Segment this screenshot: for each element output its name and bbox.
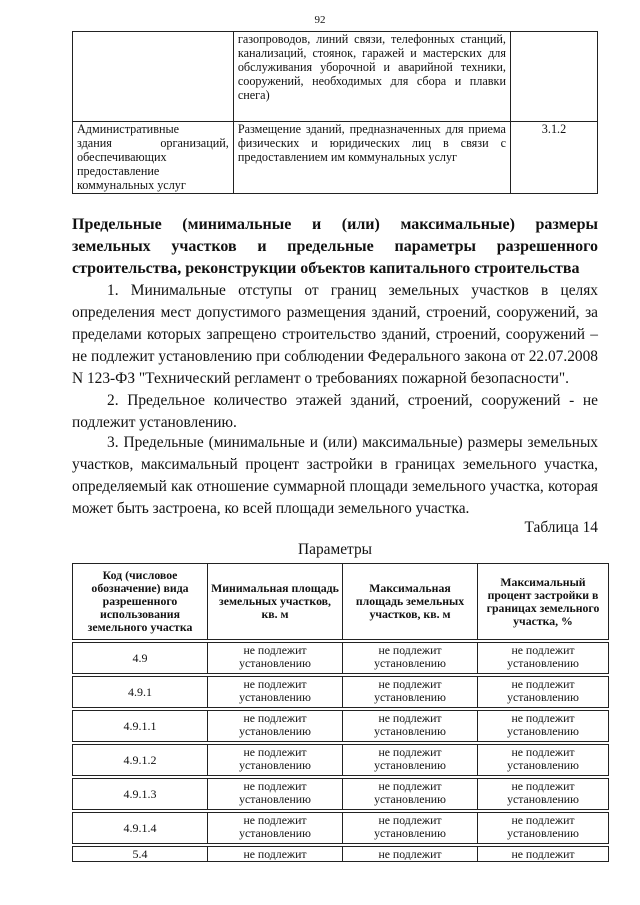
paragraph-line: пределами которых запрещено строительство зданий, строений, сооружений – <box>72 326 598 343</box>
paragraph-line: не подлежит установлению при соблюдении Федерального закона от 22.07.2008 <box>72 348 598 365</box>
cell-text: не подлежит <box>511 848 575 860</box>
table-row <box>73 122 598 194</box>
table-header-row <box>73 564 609 640</box>
paragraph-line: может быть застроена, ко всей площади земельного участка. <box>72 500 470 517</box>
cell-code: 4.9.1.1 <box>73 711 208 742</box>
table-row <box>73 779 609 810</box>
cell-line: здания организаций, <box>77 136 229 150</box>
table-caption: Параметры <box>298 541 372 558</box>
table-row <box>73 847 609 862</box>
cell-min: не подлежит установлению <box>208 745 343 776</box>
cell-code <box>73 847 208 862</box>
header-code: Код (числовое обозначение) вида разрешенного использования земельного участка <box>73 564 208 640</box>
table-cell: газопроводов, линий связи, телефонных станций, канализаций, стоянок, гаражей и мастерских для обслуживания уборочной и аварийной техники, сооружений, необходимых для сбора и плавки снега) <box>233 32 510 122</box>
cell-percent: не подлежит установлению <box>478 813 609 844</box>
cell-code: 4.9.1 <box>73 677 208 708</box>
cell-percent: не подлежит установлению <box>478 711 609 742</box>
paragraph-line: 2. Предельное количество этажей зданий, строений, сооружений - не <box>107 392 598 409</box>
table-cell-code: 3.1.2 <box>510 122 597 194</box>
table-cell <box>510 32 597 122</box>
table-cell <box>73 32 234 122</box>
cell-line: Административные <box>77 122 180 136</box>
paragraph-3 <box>72 432 598 520</box>
cell-line: коммунальных услуг <box>77 178 186 192</box>
paragraph-1 <box>72 280 598 390</box>
table-cell-description: Размещение зданий, предназначенных для приема физических и юридических лиц в связи с предоставлением им коммунальных услуг <box>233 122 510 194</box>
cell-min: не подлежит установлению <box>208 711 343 742</box>
cell-code: 4.9 <box>73 643 208 674</box>
cell-text: не подлежит <box>378 848 442 860</box>
cell-min: не подлежит установлению <box>208 643 343 674</box>
table-label: Таблица 14 <box>524 519 598 536</box>
cell-max <box>343 847 478 862</box>
cell-line: обеспечивающих <box>77 150 167 164</box>
cell-code: 4.9.1.2 <box>73 745 208 776</box>
header-max-area: Максимальная площадь земельных участков, кв. м <box>343 564 478 640</box>
heading-line: строительства, реконструкции объектов капитального строительства <box>72 260 580 277</box>
header-max-percent: Максимальный процент застройки в границах земельного участка, % <box>478 564 609 640</box>
cell-percent: не подлежит установлению <box>478 745 609 776</box>
cell-min: не подлежит установлению <box>208 813 343 844</box>
table-row <box>73 813 609 844</box>
cell-code: 4.9.1.4 <box>73 813 208 844</box>
cell-percent: не подлежит установлению <box>478 779 609 810</box>
cell-min: не подлежит установлению <box>208 779 343 810</box>
cell-percent: не подлежит установлению <box>478 643 609 674</box>
cell-text: 5.4 <box>132 848 148 860</box>
cell-text: не подлежит <box>243 848 307 860</box>
cell-min: не подлежит установлению <box>208 677 343 708</box>
table-row <box>73 711 609 742</box>
table-row <box>73 643 609 674</box>
cell-percent: не подлежит установлению <box>478 677 609 708</box>
table-row <box>73 677 609 708</box>
cell-percent <box>478 847 609 862</box>
page-number: 92 <box>314 14 326 26</box>
heading-line: земельных участков и предельные параметры разрешенного <box>72 238 598 255</box>
cell-code: 4.9.1.3 <box>73 779 208 810</box>
header-min-area: Минимальная площадь земельных участков, кв. м <box>208 564 343 640</box>
continued-table <box>72 31 598 194</box>
cell-line: предоставление <box>77 164 160 178</box>
parameters-table <box>72 563 609 862</box>
cell-max: не подлежит установлению <box>343 813 478 844</box>
paragraph-line: 1. Минимальные отступы от границ земельных участков в целях <box>107 282 598 299</box>
paragraph-2 <box>72 390 598 434</box>
paragraph-line: определяемый как отношение суммарной площади земельного участка, которая <box>72 478 598 495</box>
cell-min <box>208 847 343 862</box>
table-row <box>73 745 609 776</box>
cell-max: не подлежит установлению <box>343 643 478 674</box>
paragraph-line: N 123-ФЗ "Технический регламент о требованиях пожарной безопасности". <box>72 370 570 387</box>
section-heading <box>72 214 598 280</box>
cell-max: не подлежит установлению <box>343 677 478 708</box>
paragraph-line: участков, максимальный процент застройки в границах земельного участка, <box>72 456 598 473</box>
table-row <box>73 32 598 122</box>
cell-max: не подлежит установлению <box>343 779 478 810</box>
cell-max: не подлежит установлению <box>343 745 478 776</box>
heading-line: Предельные (минимальные и (или) максимальные) размеры <box>72 216 598 233</box>
table-cell-use-name <box>73 122 234 194</box>
paragraph-line: 3. Предельные (минимальные и (или) максимальные) размеры земельных <box>107 434 598 451</box>
paragraph-line: подлежит установлению. <box>72 414 237 431</box>
cell-max: не подлежит установлению <box>343 711 478 742</box>
paragraph-line: определения мест допустимого размещения зданий, строений, сооружений, за <box>72 304 598 321</box>
